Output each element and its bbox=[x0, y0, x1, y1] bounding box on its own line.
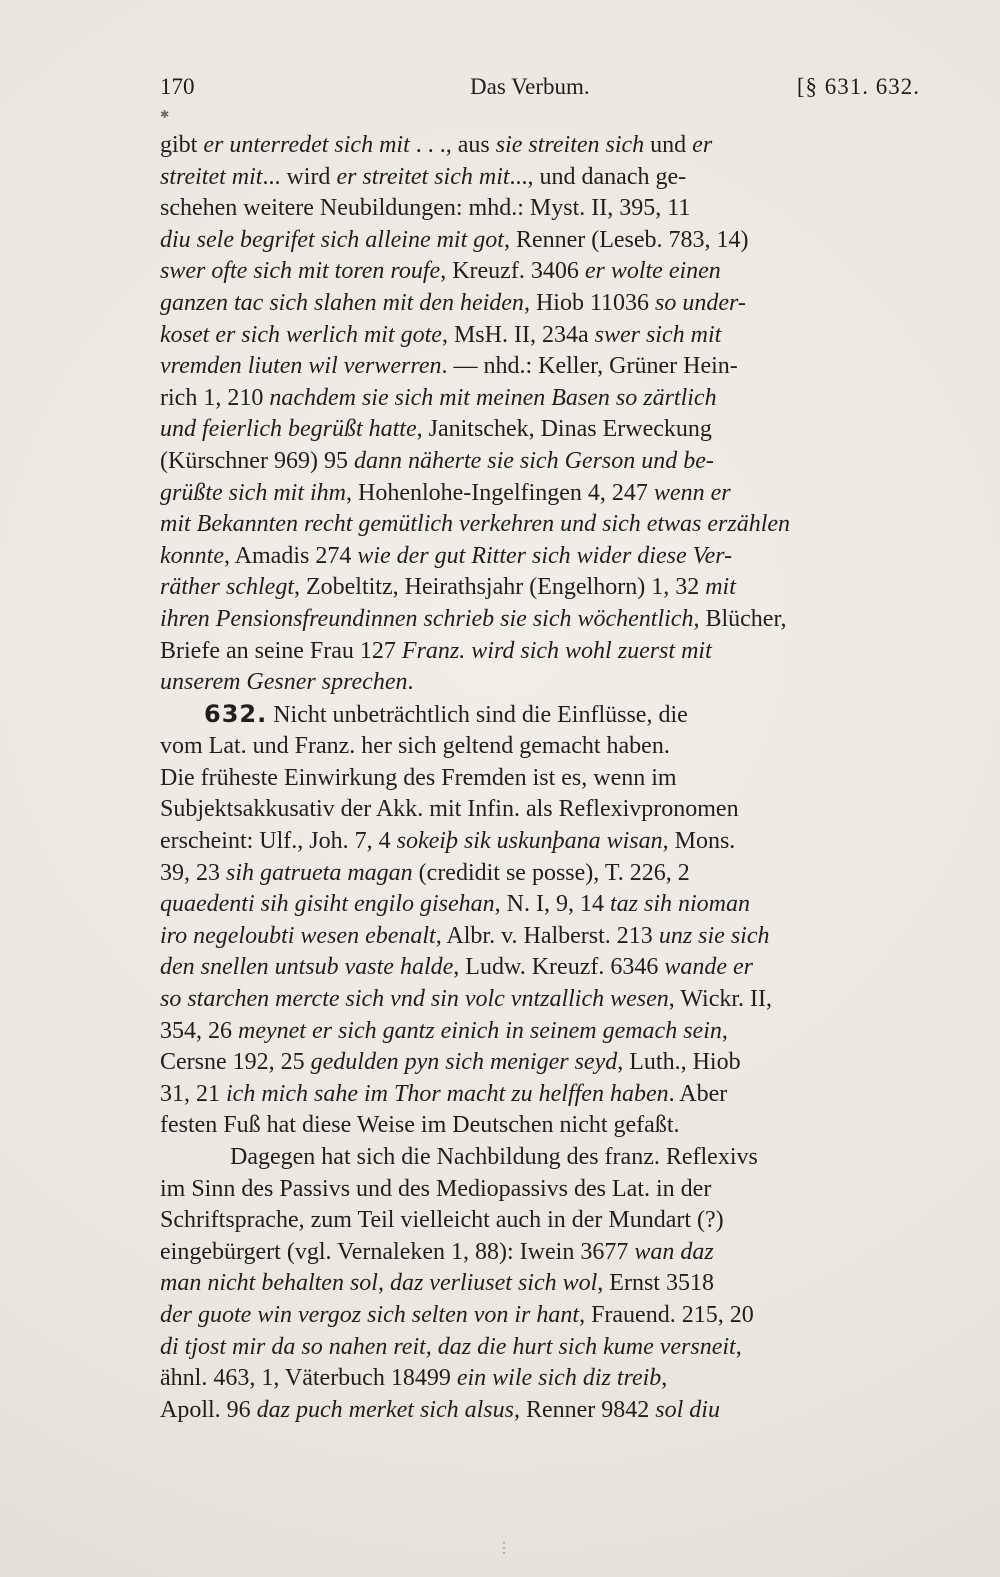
text-line: Schriftsprache, zum Teil vielleicht auch in der Mundart (?) bbox=[160, 1207, 724, 1234]
text-line: 632. Nicht unbeträchtlich sind die Einflüsse, die bbox=[204, 699, 688, 728]
text-line: koset er sich werlich mit gote, MsH. II, 234a swer sich mit bbox=[160, 321, 722, 348]
text-line: unserem Gesner sprechen. bbox=[160, 669, 414, 696]
running-title: Das Verbum. bbox=[470, 74, 590, 99]
text-line: eingebürgert (vgl. Vernaleken 1, 88): Iwein 3677 wan daz bbox=[160, 1238, 714, 1265]
text-line: 39, 23 sih gatrueta magan (credidit se posse), T. 226, 2 bbox=[160, 859, 690, 886]
section-number: 632. bbox=[204, 699, 268, 728]
text-line: ihren Pensionsfreundinnen schrieb sie sich wöchentlich, Blücher, bbox=[160, 605, 787, 632]
text-line: erscheint: Ulf., Joh. 7, 4 sokeiþ sik uskunþana wisan, Mons. bbox=[160, 828, 736, 855]
text-line: man nicht behalten sol, daz verliuset sich wol, Ernst 3518 bbox=[160, 1270, 714, 1297]
running-header bbox=[160, 68, 920, 108]
text-line: festen Fuß hat diese Weise im Deutschen nicht gefaßt. bbox=[160, 1112, 680, 1139]
page-number: 170 bbox=[160, 74, 195, 99]
text-line: (Kürschner 969) 95 dann näherte sie sich Gerson und be- bbox=[160, 447, 714, 474]
body-text bbox=[160, 130, 920, 1426]
text-line: konnte, Amadis 274 wie der gut Ritter sich wider diese Ver- bbox=[160, 542, 733, 569]
text-line: ganzen tac sich slahen mit den heiden, Hiob 11036 so under- bbox=[160, 289, 746, 316]
text-line: grüßte sich mit ihm, Hohenlohe-Ingelfingen 4, 247 wenn er bbox=[160, 479, 731, 506]
text-line: Subjektsakkusativ der Akk. mit Infin. als Reflexivpronomen bbox=[160, 796, 739, 823]
text-line: vom Lat. und Franz. her sich geltend gemacht haben. bbox=[160, 733, 670, 760]
text-line: rich 1, 210 nachdem sie sich mit meinen Basen so zärtlich bbox=[160, 384, 717, 411]
text-line: 31, 21 ich mich sahe im Thor macht zu helffen haben. Aber bbox=[160, 1080, 728, 1107]
text-line: 354, 26 meynet er sich gantz einich in seinem gemach sein, bbox=[160, 1017, 728, 1044]
text-line: den snellen untsub vaste halde, Ludw. Kreuzf. 6346 wande er bbox=[160, 954, 753, 981]
text-line: im Sinn des Passivs und des Mediopassivs des Lat. in der bbox=[160, 1175, 712, 1202]
text-line: der guote win vergoz sich selten von ir hant, Frauend. 215, 20 bbox=[160, 1301, 754, 1328]
text-line: swer ofte sich mit toren roufe, Kreuzf. 3406 er wolte einen bbox=[160, 258, 721, 285]
text-line: räther schlegt, Zobeltitz, Heirathsjahr (Engelhorn) 1, 32 mit bbox=[160, 574, 736, 601]
text-line: Apoll. 96 daz puch merket sich alsus, Renner 9842 sol diu bbox=[160, 1396, 720, 1423]
text-line: streitet mit... wird er streitet sich mit..., und danach ge- bbox=[160, 163, 687, 190]
page-mark: ⋮ bbox=[497, 1540, 511, 1556]
text-line: diu sele begrifet sich alleine mit got, Renner (Leseb. 783, 14) bbox=[160, 226, 749, 253]
text-line: Briefe an seine Frau 127 Franz. wird sich wohl zuerst mit bbox=[160, 637, 712, 664]
text-line: schehen weitere Neubildungen: mhd.: Myst. II, 395, 11 bbox=[160, 195, 691, 222]
margin-mark: ✱ bbox=[160, 108, 170, 121]
text-line: Die früheste Einwirkung des Fremden ist es, wenn im bbox=[160, 764, 677, 791]
text-line: gibt er unterredet sich mit . . ., aus sie streiten sich und er bbox=[160, 132, 713, 158]
text-line: vremden liuten wil verwerren. — nhd.: Keller, Grüner Hein- bbox=[160, 353, 738, 380]
text-line: di tjost mir da so nahen reit, daz die hurt sich kume versneit, bbox=[160, 1333, 742, 1360]
text-line: quaedenti sih gisiht engilo gisehan, N. I, 9, 14 taz sih nioman bbox=[160, 891, 750, 918]
text-line: mit Bekannten recht gemütlich verkehren und sich etwas erzählen bbox=[160, 511, 791, 538]
text-line: Dagegen hat sich die Nachbildung des franz. Reflexivs bbox=[230, 1144, 758, 1170]
text-line: Cersne 192, 25 geduldеn pyn sich meniger seyd, Luth., Hiob bbox=[160, 1049, 741, 1076]
text-line: und feierlich begrüßt hatte, Janitschek, Dinas Erweckung bbox=[160, 416, 712, 443]
section-reference: [§ 631. 632. bbox=[796, 74, 920, 99]
text-line: ähnl. 463, 1, Väterbuch 18499 ein wile sich diz treib, bbox=[160, 1365, 668, 1392]
text-line: so starchen mercte sich vnd sin volc vntzallich wesen, Wickr. II, bbox=[160, 986, 773, 1013]
text-line: iro negeloubti wesen ebenalt, Albr. v. Halberst. 213 unz sie sich bbox=[160, 922, 770, 949]
